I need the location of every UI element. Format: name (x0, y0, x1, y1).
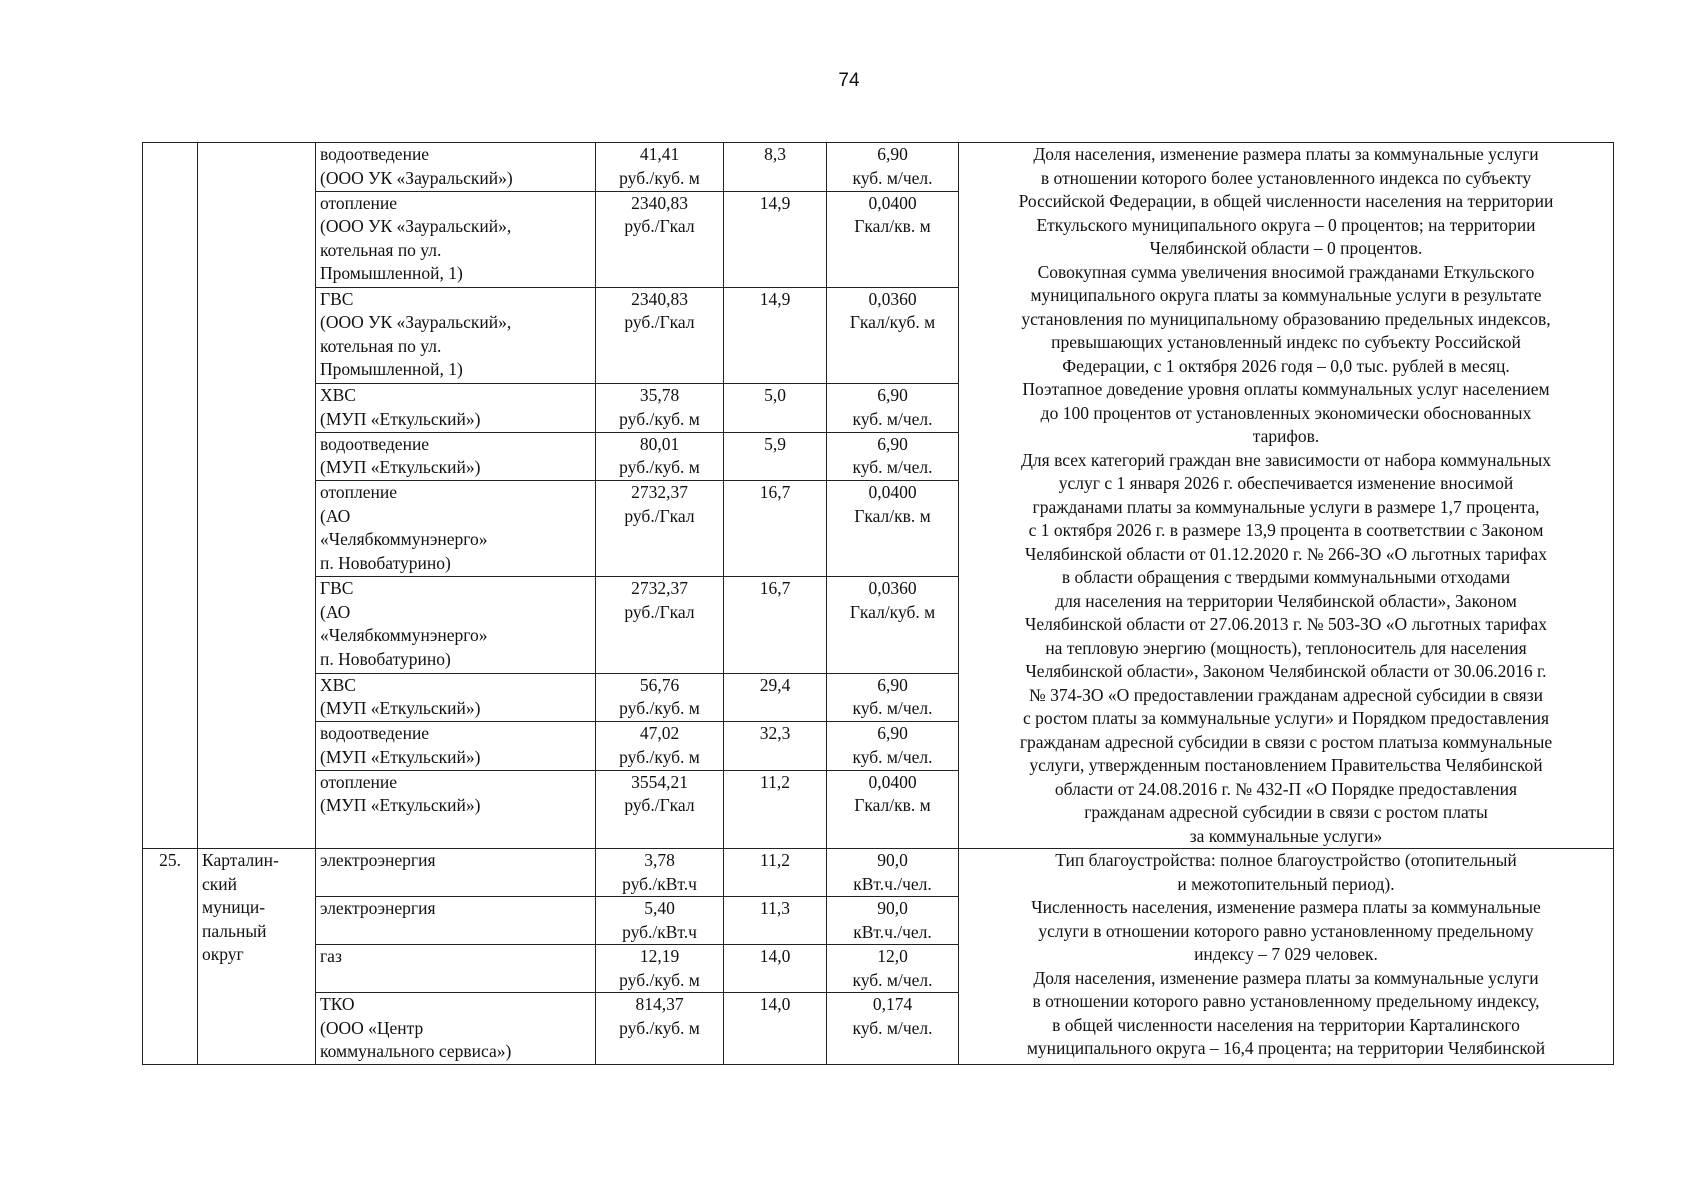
description-cell-line: гражданам адресной субсидии в связи с ростом платы (1084, 802, 1488, 822)
price-cell-line: 2732,37 (631, 578, 688, 599)
service-cell-line: водоотведение (320, 723, 430, 744)
description-cell-line: муниципального округа – 16,4 процента; на территории Челябинской (1026, 1038, 1546, 1058)
service-cell (316, 287, 596, 383)
service-cell-line: водоотведение (320, 144, 430, 164)
norm-cell-line: 0,0400 (868, 771, 917, 792)
norm-cell-line: 0,0360 (868, 578, 917, 599)
description-cell-line: Численность населения, изменение размера платы за коммунальные (1031, 897, 1541, 917)
description-cell-line: Еткульского муниципального округа – 0 процентов; на территории (1036, 214, 1536, 235)
description-cell-line: в отношении которого более установленного индекса по субъекту (1040, 167, 1532, 188)
norm-cell-line: куб. м/чел. (852, 457, 933, 478)
description-cell-line: тарифов. (1252, 426, 1320, 446)
increase-cell: 8,3 (724, 143, 827, 192)
service-cell-line: «Челябкоммунэнерго» (320, 625, 488, 646)
row-number-cell: 25. (143, 849, 198, 1065)
norm-cell (827, 191, 959, 287)
norm-cell (827, 577, 959, 673)
description-cell-line: услуги, утвержденным постановлением Правительства Челябинской (1029, 755, 1543, 775)
norm-cell-line: Гкал/куб. м (849, 312, 936, 333)
page-number: 74 (838, 70, 860, 91)
price-cell-line: руб./куб. м (619, 408, 700, 429)
price-cell-line: 2340,83 (631, 192, 688, 213)
price-cell (596, 849, 724, 897)
description-cell-line: установления по муниципальному образованию предельных индексов, (1021, 308, 1551, 329)
price-cell (596, 770, 724, 848)
service-cell-line: ТКО (320, 994, 355, 1014)
price-cell-line: руб./куб. м (619, 698, 700, 719)
description-cell-line: на тепловую энергию (мощность), теплоноситель для населения (1045, 637, 1527, 658)
increase-cell: 29,4 (724, 673, 827, 722)
price-cell-line: руб./кВт.ч (622, 873, 697, 894)
service-cell-line: отопление (320, 482, 398, 503)
norm-cell (827, 849, 959, 897)
description-cell-line: и межотопительный период). (1177, 873, 1395, 894)
description-cell-line: гражданами платы за коммунальные услуги в размере 1,7 процента, (1032, 496, 1540, 517)
description-cell-line: до 100 процентов от установленных экономически обоснованных (1040, 402, 1532, 423)
service-cell (316, 673, 596, 722)
service-cell (316, 770, 596, 848)
description-cell (959, 849, 1614, 1065)
service-cell-line: отопление (320, 771, 398, 792)
norm-cell-line: куб. м/чел. (852, 1017, 933, 1038)
municipality-cell-line: ский (202, 873, 237, 894)
description-cell-line: с 1 октября 2026 г. в размере 13,9 процента в соответствии с Законом (1028, 520, 1544, 540)
norm-cell-line: Гкал/кв. м (854, 505, 931, 526)
price-cell-line: руб./Гкал (624, 216, 695, 237)
service-cell-line: электроэнергия (320, 898, 436, 918)
norm-cell (827, 897, 959, 945)
description-cell-line: муниципального округа платы за коммунальные услуги в результате (1030, 285, 1542, 305)
service-cell-line: электроэнергия (320, 850, 436, 870)
service-cell-line: водоотведение (320, 433, 430, 454)
service-cell-line: (МУП «Еткульский») (320, 408, 481, 429)
norm-cell-line: 12,0 (877, 946, 908, 966)
norm-cell (827, 945, 959, 993)
service-cell-line: отопление (320, 192, 398, 213)
description-cell-line: № 374-ЗО «О предоставлении гражданам адресной субсидии в связи (1029, 684, 1543, 705)
norm-cell-line: 90,0 (877, 850, 908, 870)
service-cell (316, 849, 596, 897)
service-cell-line: (МУП «Еткульский») (320, 795, 481, 816)
municipality-cell-line: округ (202, 944, 244, 964)
price-cell (596, 897, 724, 945)
service-cell (316, 432, 596, 481)
price-cell-line: 814,37 (635, 994, 684, 1014)
description-cell-line: услуги в отношении которого равно установленному предельному (1038, 920, 1534, 941)
norm-cell (827, 673, 959, 722)
increase-cell: 5,9 (724, 432, 827, 481)
norm-cell (827, 384, 959, 433)
price-cell (596, 191, 724, 287)
description-cell-line: Российской Федерации, в общей численности населения на территории (1018, 191, 1554, 211)
row-number-cell (143, 143, 198, 849)
norm-cell (827, 432, 959, 481)
price-cell-line: руб./куб. м (619, 969, 700, 990)
norm-cell-line: кВт.ч./чел. (853, 873, 932, 894)
description-cell-line: в общей численности населения на территории Карталинского (1052, 1014, 1520, 1035)
municipality-cell-line: Карталин- (202, 850, 279, 870)
price-cell-line: руб./кВт.ч (622, 921, 697, 942)
increase-cell: 11,3 (724, 897, 827, 945)
price-cell-line: руб./Гкал (624, 601, 695, 622)
norm-cell-line: 6,90 (877, 433, 908, 454)
description-cell-line: с ростом платы за коммунальные услуги» и Порядком предоставления (1023, 708, 1549, 728)
service-cell (316, 722, 596, 771)
tariff-table (142, 142, 1614, 1065)
description-cell-line: Челябинской области – 0 процентов. (1149, 238, 1423, 258)
municipality-cell-line: муници- (202, 897, 266, 917)
description-cell-line: Челябинской области от 01.12.2020 г. № 266-ЗО «О льготных тарифах (1024, 543, 1548, 564)
norm-cell-line: 6,90 (877, 723, 908, 744)
description-cell-line: в области обращения с твердыми коммунальными отходами (1061, 567, 1511, 587)
increase-cell: 14,9 (724, 287, 827, 383)
municipality-cell (198, 143, 316, 849)
norm-cell (827, 993, 959, 1065)
description-cell-line: за коммунальные услуги» (1189, 825, 1383, 846)
price-cell-line: 41,41 (639, 144, 680, 164)
price-cell-line: руб./Гкал (624, 312, 695, 333)
description-cell-line: Тип благоустройства: полное благоустройство (отопительный (1055, 850, 1517, 870)
description-cell-line: Челябинской области», Законом Челябинской области от 30.06.2016 г. (1025, 661, 1547, 681)
description-cell-line: Доля населения, изменение размера платы за коммунальные услуги (1033, 967, 1539, 988)
price-cell-line: руб./куб. м (619, 1017, 700, 1038)
service-cell-line: (ООО УК «Зауральский», (320, 216, 512, 237)
service-cell (316, 384, 596, 433)
price-cell-line: 3,78 (644, 850, 675, 870)
norm-cell-line: Гкал/кв. м (854, 216, 931, 237)
norm-cell-line: 0,0400 (868, 192, 917, 213)
description-cell-line: для населения на территории Челябинской области», Законом (1055, 590, 1517, 611)
price-cell-line: 2732,37 (631, 482, 688, 503)
price-cell (596, 143, 724, 192)
service-cell-line: (МУП «Еткульский») (320, 746, 481, 767)
norm-cell-line: 0,0360 (868, 288, 917, 309)
service-cell (316, 897, 596, 945)
price-cell-line: 47,02 (639, 723, 680, 744)
price-cell (596, 673, 724, 722)
service-cell-line: ХВС (320, 674, 356, 695)
price-cell-line: руб./Гкал (624, 795, 695, 816)
table-row (143, 143, 1614, 192)
service-cell (316, 577, 596, 673)
increase-cell: 5,0 (724, 384, 827, 433)
norm-cell-line: 6,90 (877, 144, 908, 164)
price-cell-line: 35,78 (639, 385, 680, 406)
norm-cell-line: куб. м/чел. (852, 746, 933, 767)
norm-cell-line: куб. м/чел. (852, 167, 933, 188)
increase-cell: 14,9 (724, 191, 827, 287)
increase-cell: 32,3 (724, 722, 827, 771)
norm-cell (827, 287, 959, 383)
service-cell-line: (ООО «Центр (320, 1017, 424, 1038)
norm-cell-line: куб. м/чел. (852, 698, 933, 719)
price-cell-line: 56,76 (639, 674, 680, 695)
norm-cell-line: куб. м/чел. (852, 408, 933, 429)
price-cell (596, 993, 724, 1065)
description-cell-line: услуг с 1 января 2026 г. обеспечивается изменение вносимой (1058, 473, 1514, 493)
price-cell-line: руб./Гкал (624, 505, 695, 526)
description-cell-line: области от 24.08.2016 г. № 432-П «О Порядке предоставления (1054, 778, 1518, 799)
service-cell (316, 993, 596, 1065)
norm-cell-line: 6,90 (877, 674, 908, 695)
service-cell-line: (ООО УК «Зауральский») (320, 167, 513, 188)
description-cell-line: Челябинской области от 27.06.2013 г. № 503-ЗО «О льготных тарифах (1024, 614, 1548, 634)
description-cell-line: Поэтапное доведение уровня оплаты коммунальных услуг населением (1022, 379, 1550, 399)
price-cell-line: руб./куб. м (619, 746, 700, 767)
norm-cell (827, 143, 959, 192)
norm-cell-line: 6,90 (877, 385, 908, 406)
norm-cell-line: 90,0 (877, 898, 908, 918)
norm-cell-line: 0,174 (872, 994, 913, 1014)
description-cell-line: индексу – 7 029 человек. (1194, 944, 1378, 964)
service-cell-line: Промышленной, 1) (320, 359, 463, 380)
norm-cell-line: Гкал/куб. м (849, 601, 936, 622)
description-cell-line: Совокупная сумма увеличения вносимой гражданами Еткульского (1037, 261, 1535, 282)
norm-cell-line: Гкал/кв. м (854, 795, 931, 816)
increase-cell: 14,0 (724, 993, 827, 1065)
price-cell-line: 12,19 (639, 946, 680, 966)
norm-cell (827, 481, 959, 577)
service-cell-line: котельная по ул. (320, 335, 442, 356)
increase-cell: 11,2 (724, 849, 827, 897)
price-cell-line: руб./куб. м (619, 167, 700, 188)
service-cell-line: коммунального сервиса») (320, 1041, 512, 1061)
service-cell-line: Промышленной, 1) (320, 263, 463, 284)
increase-cell: 14,0 (724, 945, 827, 993)
description-cell-line: в отношении которого равно установленному предельному индексу, (1032, 991, 1540, 1011)
price-cell-line: 3554,21 (631, 771, 688, 792)
description-cell-line: Для всех категорий граждан вне зависимости от набора коммунальных (1020, 449, 1552, 470)
description-cell-line: Доля населения, изменение размера платы за коммунальные услуги (1033, 144, 1539, 164)
norm-cell-line: 0,0400 (868, 482, 917, 503)
service-cell-line: п. Новобатурино) (320, 552, 451, 573)
service-cell-line: (АО (320, 601, 351, 622)
service-cell-line: котельная по ул. (320, 239, 442, 260)
price-cell-line: 80,01 (639, 433, 680, 454)
increase-cell: 11,2 (724, 770, 827, 848)
price-cell (596, 945, 724, 993)
municipality-cell-line: пальный (202, 920, 267, 941)
description-cell (959, 143, 1614, 849)
price-cell (596, 287, 724, 383)
price-cell-line: руб./куб. м (619, 457, 700, 478)
service-cell-line: газ (320, 946, 342, 966)
norm-cell (827, 722, 959, 771)
service-cell-line: (МУП «Еткульский») (320, 457, 481, 478)
increase-cell: 16,7 (724, 577, 827, 673)
table-row (143, 849, 1614, 897)
increase-cell: 16,7 (724, 481, 827, 577)
norm-cell-line: куб. м/чел. (852, 969, 933, 990)
service-cell-line: п. Новобатурино) (320, 648, 451, 669)
description-cell-line: превышающих установленный индекс по субъекту Российской (1051, 332, 1521, 352)
service-cell (316, 945, 596, 993)
price-cell-line: 2340,83 (631, 288, 688, 309)
service-cell-line: ГВС (320, 288, 354, 309)
price-cell (596, 722, 724, 771)
service-cell (316, 481, 596, 577)
service-cell (316, 143, 596, 192)
price-cell (596, 384, 724, 433)
price-cell (596, 481, 724, 577)
price-cell-line: 5,40 (644, 898, 675, 918)
description-cell-line: гражданам адресной субсидии в связи с ростом платыза коммунальные (1019, 731, 1553, 752)
price-cell (596, 432, 724, 481)
service-cell-line: «Челябкоммунэнерго» (320, 529, 488, 550)
municipality-cell (198, 849, 316, 1065)
description-cell-line: Федерации, с 1 октября 2026 годя – 0,0 тыс. рублей в месяц. (1062, 355, 1510, 376)
service-cell-line: ГВС (320, 578, 354, 599)
service-cell-line: ХВС (320, 385, 356, 406)
price-cell (596, 577, 724, 673)
norm-cell (827, 770, 959, 848)
service-cell-line: (ООО УК «Зауральский», (320, 312, 512, 333)
service-cell-line: (МУП «Еткульский») (320, 698, 481, 719)
norm-cell-line: кВт.ч./чел. (853, 921, 932, 942)
service-cell-line: (АО (320, 505, 351, 526)
service-cell (316, 191, 596, 287)
